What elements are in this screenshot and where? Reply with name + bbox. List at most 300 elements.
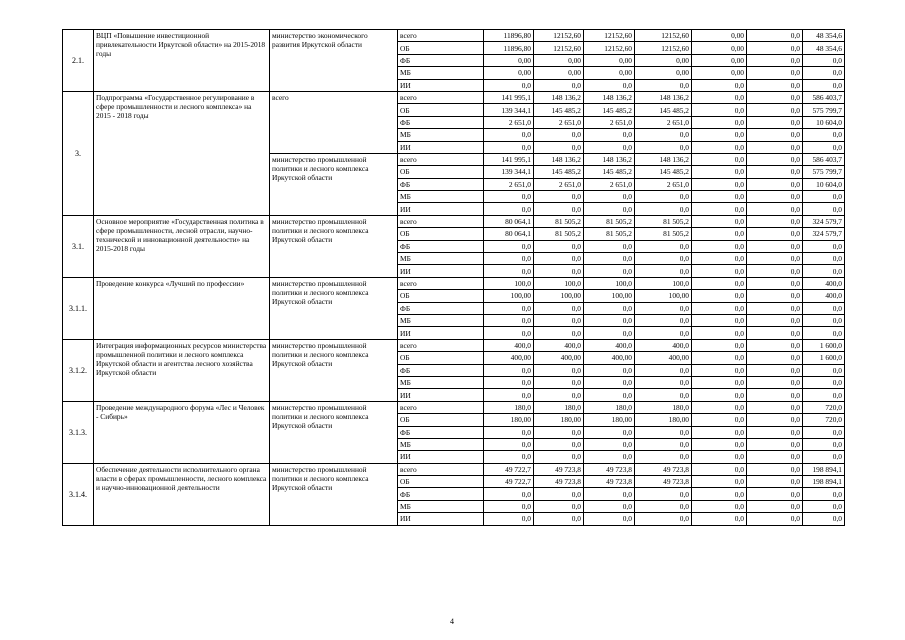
amount-cell: 0,0	[747, 426, 803, 438]
amount-cell: 0,0	[635, 426, 692, 438]
amount-cell: 49 723,8	[584, 476, 635, 488]
amount-cell: 0,00	[692, 54, 747, 66]
amount-cell: 148 136,2	[534, 153, 584, 165]
funding-source: всего	[398, 30, 484, 42]
amount-cell: 2 651,0	[635, 178, 692, 190]
amount-cell: 0,0	[803, 451, 845, 463]
amount-cell: 0,0	[747, 302, 803, 314]
amount-cell: 0,0	[692, 352, 747, 364]
amount-cell: 0,0	[484, 327, 534, 339]
amount-cell: 0,0	[692, 79, 747, 91]
amount-cell: 145 485,2	[534, 104, 584, 116]
amount-cell: 0,0	[692, 228, 747, 240]
amount-cell: 0,0	[747, 116, 803, 128]
amount-cell: 0,0	[534, 451, 584, 463]
table-row	[63, 30, 845, 42]
amount-cell: 0,0	[635, 314, 692, 326]
amount-cell: 0,0	[692, 290, 747, 302]
executor-name: всего	[270, 91, 398, 153]
funding-source: ФБ	[398, 364, 484, 376]
amount-cell: 0,0	[584, 191, 635, 203]
amount-cell: 145 485,2	[635, 166, 692, 178]
amount-cell: 0,0	[484, 513, 534, 525]
amount-cell: 400,0	[803, 277, 845, 289]
amount-cell: 0,0	[692, 141, 747, 153]
amount-cell: 0,0	[692, 302, 747, 314]
funding-source: МБ	[398, 376, 484, 388]
amount-cell: 48 354,6	[803, 30, 845, 42]
amount-cell: 180,0	[484, 401, 534, 413]
amount-cell: 12152,60	[584, 42, 635, 54]
amount-cell: 0,0	[747, 54, 803, 66]
amount-cell: 0,0	[803, 54, 845, 66]
item-name: Подпрограмма «Государственное регулирование в сфере промышленности и лесного комплекса» на 2015 - 2018 годы	[94, 91, 270, 215]
funding-source: ФБ	[398, 54, 484, 66]
amount-cell: 0,0	[692, 203, 747, 215]
item-name: Проведение конкурса «Лучший по профессии»	[94, 277, 270, 339]
amount-cell: 0,0	[747, 228, 803, 240]
amount-cell: 141 995,1	[484, 153, 534, 165]
amount-cell: 0,0	[692, 438, 747, 450]
amount-cell: 0,0	[747, 104, 803, 116]
funding-source: МБ	[398, 129, 484, 141]
funding-source: МБ	[398, 253, 484, 265]
amount-cell: 0,0	[534, 488, 584, 500]
amount-cell: 0,0	[584, 500, 635, 512]
amount-cell: 0,0	[692, 488, 747, 500]
amount-cell: 0,0	[692, 476, 747, 488]
amount-cell: 180,00	[635, 414, 692, 426]
amount-cell: 0,0	[747, 253, 803, 265]
amount-cell: 0,0	[635, 376, 692, 388]
amount-cell: 141 995,1	[484, 91, 534, 103]
amount-cell: 0,0	[584, 203, 635, 215]
amount-cell: 720,0	[803, 414, 845, 426]
amount-cell: 0,00	[484, 67, 534, 79]
amount-cell: 80 064,1	[484, 215, 534, 227]
funding-source: ИИ	[398, 79, 484, 91]
funding-source: ФБ	[398, 178, 484, 190]
amount-cell: 0,0	[692, 414, 747, 426]
amount-cell: 0,0	[747, 153, 803, 165]
funding-source: ОБ	[398, 352, 484, 364]
amount-cell: 0,0	[584, 314, 635, 326]
amount-cell: 180,00	[584, 414, 635, 426]
table-row	[63, 339, 845, 351]
amount-cell: 0,0	[747, 314, 803, 326]
amount-cell: 0,0	[692, 426, 747, 438]
amount-cell: 0,0	[747, 178, 803, 190]
amount-cell: 2 651,0	[534, 116, 584, 128]
amount-cell: 0,0	[803, 389, 845, 401]
amount-cell: 10 604,0	[803, 178, 845, 190]
funding-source: ОБ	[398, 42, 484, 54]
funding-source: МБ	[398, 67, 484, 79]
amount-cell: 0,0	[747, 203, 803, 215]
item-code: 3.1.4.	[63, 463, 94, 525]
amount-cell: 0,0	[534, 500, 584, 512]
amount-cell: 49 723,8	[635, 476, 692, 488]
amount-cell: 0,0	[803, 240, 845, 252]
amount-cell: 139 344,1	[484, 104, 534, 116]
amount-cell: 0,0	[692, 451, 747, 463]
amount-cell: 0,0	[635, 364, 692, 376]
amount-cell: 0,0	[584, 141, 635, 153]
funding-source: ФБ	[398, 488, 484, 500]
amount-cell: 148 136,2	[534, 91, 584, 103]
amount-cell: 0,0	[803, 364, 845, 376]
amount-cell: 0,0	[534, 327, 584, 339]
amount-cell: 0,0	[692, 277, 747, 289]
amount-cell: 0,0	[692, 513, 747, 525]
item-name: Интеграция информационных ресурсов министерства промышленной политики и лесного комплекса Иркутской области и агентства лесного хозяйства Иркутской области	[94, 339, 270, 401]
amount-cell: 0,0	[584, 513, 635, 525]
amount-cell: 400,00	[484, 352, 534, 364]
item-name: Обеспечение деятельности исполнительного органа власти в сферах промышленности, лесного комплекса и научно-инновационной деятельности	[94, 463, 270, 525]
amount-cell: 12152,60	[635, 42, 692, 54]
amount-cell: 0,0	[803, 327, 845, 339]
amount-cell: 0,0	[692, 166, 747, 178]
amount-cell: 0,0	[635, 488, 692, 500]
amount-cell: 0,0	[747, 327, 803, 339]
funding-source: ОБ	[398, 104, 484, 116]
amount-cell: 11896,80	[484, 30, 534, 42]
amount-cell: 0,0	[484, 389, 534, 401]
amount-cell: 0,0	[692, 129, 747, 141]
amount-cell: 0,0	[692, 215, 747, 227]
table-row	[63, 91, 845, 103]
amount-cell: 0,0	[584, 302, 635, 314]
item-name: Проведение международного форума «Лес и Человек - Сибирь»	[94, 401, 270, 463]
amount-cell: 0,00	[635, 67, 692, 79]
amount-cell: 0,0	[803, 141, 845, 153]
funding-source: ОБ	[398, 476, 484, 488]
amount-cell: 0,0	[584, 265, 635, 277]
amount-cell: 0,0	[747, 389, 803, 401]
amount-cell: 0,0	[584, 79, 635, 91]
amount-cell: 0,0	[534, 426, 584, 438]
amount-cell: 0,0	[747, 30, 803, 42]
amount-cell: 0,0	[747, 463, 803, 475]
amount-cell: 12152,60	[534, 42, 584, 54]
executor-name: министерство промышленной политики и лесного комплекса Иркутской области	[270, 153, 398, 215]
amount-cell: 0,0	[534, 240, 584, 252]
amount-cell: 2 651,0	[584, 116, 635, 128]
amount-cell: 0,0	[484, 79, 534, 91]
amount-cell: 0,0	[747, 376, 803, 388]
funding-source: ИИ	[398, 513, 484, 525]
amount-cell: 0,0	[534, 265, 584, 277]
amount-cell: 0,0	[692, 339, 747, 351]
amount-cell: 0,0	[584, 451, 635, 463]
amount-cell: 1 600,0	[803, 339, 845, 351]
funding-source: всего	[398, 339, 484, 351]
amount-cell: 400,00	[584, 352, 635, 364]
executor-name: министерство промышленной политики и лесного комплекса Иркутской области	[270, 277, 398, 339]
amount-cell: 0,0	[692, 364, 747, 376]
funding-source: ИИ	[398, 451, 484, 463]
amount-cell: 0,0	[584, 327, 635, 339]
funding-source: ОБ	[398, 166, 484, 178]
amount-cell: 0,00	[692, 30, 747, 42]
amount-cell: 2 651,0	[484, 178, 534, 190]
amount-cell: 0,0	[484, 141, 534, 153]
page-number: 4	[450, 617, 454, 626]
amount-cell: 0,0	[484, 364, 534, 376]
amount-cell: 400,00	[534, 352, 584, 364]
amount-cell: 180,0	[534, 401, 584, 413]
amount-cell: 145 485,2	[584, 104, 635, 116]
amount-cell: 0,0	[584, 129, 635, 141]
amount-cell: 0,0	[484, 376, 534, 388]
amount-cell: 0,0	[803, 513, 845, 525]
amount-cell: 0,0	[747, 438, 803, 450]
amount-cell: 0,00	[534, 67, 584, 79]
amount-cell: 100,0	[484, 277, 534, 289]
amount-cell: 0,0	[534, 141, 584, 153]
amount-cell: 0,0	[484, 314, 534, 326]
amount-cell: 100,00	[584, 290, 635, 302]
amount-cell: 198 894,1	[803, 463, 845, 475]
amount-cell: 0,0	[635, 500, 692, 512]
amount-cell: 0,0	[803, 79, 845, 91]
amount-cell: 0,0	[584, 389, 635, 401]
amount-cell: 145 485,2	[534, 166, 584, 178]
amount-cell: 0,0	[803, 376, 845, 388]
amount-cell: 0,0	[803, 253, 845, 265]
amount-cell: 81 505,2	[635, 215, 692, 227]
item-code: 3.1.1.	[63, 277, 94, 339]
amount-cell: 0,0	[692, 91, 747, 103]
amount-cell: 0,0	[803, 438, 845, 450]
amount-cell: 148 136,2	[584, 91, 635, 103]
amount-cell: 1 600,0	[803, 352, 845, 364]
amount-cell: 0,0	[747, 141, 803, 153]
funding-source: ФБ	[398, 302, 484, 314]
amount-cell: 0,0	[635, 327, 692, 339]
amount-cell: 0,0	[692, 389, 747, 401]
amount-cell: 0,0	[747, 414, 803, 426]
amount-cell: 0,0	[534, 364, 584, 376]
amount-cell: 0,0	[534, 376, 584, 388]
amount-cell: 0,0	[747, 129, 803, 141]
amount-cell: 0,0	[747, 339, 803, 351]
amount-cell: 0,00	[692, 67, 747, 79]
amount-cell: 0,0	[747, 42, 803, 54]
amount-cell: 0,0	[635, 141, 692, 153]
item-code: 3.	[63, 91, 94, 215]
amount-cell: 0,0	[692, 327, 747, 339]
amount-cell: 100,0	[584, 277, 635, 289]
amount-cell: 81 505,2	[534, 215, 584, 227]
funding-source: ИИ	[398, 389, 484, 401]
amount-cell: 180,00	[484, 414, 534, 426]
funding-source: ИИ	[398, 203, 484, 215]
funding-source: всего	[398, 401, 484, 413]
amount-cell: 148 136,2	[635, 91, 692, 103]
amount-cell: 198 894,1	[803, 476, 845, 488]
amount-cell: 0,0	[534, 302, 584, 314]
amount-cell: 0,0	[534, 203, 584, 215]
amount-cell: 0,0	[484, 265, 534, 277]
amount-cell: 0,0	[747, 352, 803, 364]
amount-cell: 0,0	[484, 302, 534, 314]
item-code: 3.1.	[63, 215, 94, 277]
amount-cell: 0,0	[484, 253, 534, 265]
amount-cell: 2 651,0	[584, 178, 635, 190]
amount-cell: 0,0	[692, 178, 747, 190]
amount-cell: 0,0	[692, 463, 747, 475]
amount-cell: 11896,80	[484, 42, 534, 54]
amount-cell: 100,00	[534, 290, 584, 302]
amount-cell: 148 136,2	[635, 153, 692, 165]
amount-cell: 0,0	[803, 488, 845, 500]
amount-cell: 400,0	[534, 339, 584, 351]
amount-cell: 81 505,2	[584, 215, 635, 227]
amount-cell: 0,0	[534, 389, 584, 401]
amount-cell: 0,0	[803, 426, 845, 438]
amount-cell: 0,0	[747, 91, 803, 103]
amount-cell: 0,0	[534, 314, 584, 326]
amount-cell: 0,0	[747, 277, 803, 289]
amount-cell: 0,0	[747, 265, 803, 277]
amount-cell: 0,0	[534, 438, 584, 450]
amount-cell: 0,0	[803, 500, 845, 512]
amount-cell: 0,0	[484, 240, 534, 252]
amount-cell: 0,0	[584, 438, 635, 450]
funding-source: ФБ	[398, 240, 484, 252]
amount-cell: 49 722,7	[484, 476, 534, 488]
amount-cell: 0,0	[803, 191, 845, 203]
amount-cell: 720,0	[803, 401, 845, 413]
amount-cell: 0,0	[692, 314, 747, 326]
amount-cell: 0,0	[635, 438, 692, 450]
amount-cell: 0,0	[635, 302, 692, 314]
table-row	[63, 463, 845, 475]
amount-cell: 0,0	[584, 253, 635, 265]
amount-cell: 0,0	[584, 364, 635, 376]
amount-cell: 400,00	[635, 352, 692, 364]
amount-cell: 49 723,8	[584, 463, 635, 475]
funding-source: ФБ	[398, 426, 484, 438]
amount-cell: 0,0	[635, 240, 692, 252]
amount-cell: 0,0	[484, 451, 534, 463]
amount-cell: 0,0	[803, 302, 845, 314]
amount-cell: 49 722,7	[484, 463, 534, 475]
amount-cell: 400,0	[484, 339, 534, 351]
amount-cell: 0,0	[584, 240, 635, 252]
amount-cell: 0,0	[803, 314, 845, 326]
amount-cell: 0,00	[692, 42, 747, 54]
amount-cell: 0,00	[584, 67, 635, 79]
amount-cell: 400,0	[635, 339, 692, 351]
amount-cell: 10 604,0	[803, 116, 845, 128]
amount-cell: 145 485,2	[584, 166, 635, 178]
amount-cell: 0,0	[584, 488, 635, 500]
amount-cell: 81 505,2	[584, 228, 635, 240]
amount-cell: 0,0	[534, 253, 584, 265]
amount-cell: 0,0	[484, 488, 534, 500]
funding-source: ОБ	[398, 414, 484, 426]
budget-table	[62, 29, 845, 526]
amount-cell: 324 579,7	[803, 228, 845, 240]
amount-cell: 0,0	[692, 153, 747, 165]
amount-cell: 0,0	[803, 265, 845, 277]
amount-cell: 324 579,7	[803, 215, 845, 227]
amount-cell: 0,0	[692, 376, 747, 388]
funding-source: всего	[398, 215, 484, 227]
funding-source: всего	[398, 153, 484, 165]
amount-cell: 12152,60	[635, 30, 692, 42]
funding-source: МБ	[398, 438, 484, 450]
amount-cell: 0,0	[635, 79, 692, 91]
amount-cell: 0,0	[692, 265, 747, 277]
amount-cell: 0,0	[635, 389, 692, 401]
amount-cell: 0,0	[534, 79, 584, 91]
amount-cell: 0,0	[635, 451, 692, 463]
amount-cell: 48 354,6	[803, 42, 845, 54]
item-code: 3.1.2.	[63, 339, 94, 401]
amount-cell: 0,0	[747, 488, 803, 500]
amount-cell: 586 403,7	[803, 153, 845, 165]
amount-cell: 100,00	[635, 290, 692, 302]
item-code: 2.1.	[63, 30, 94, 92]
amount-cell: 0,0	[635, 203, 692, 215]
amount-cell: 0,0	[635, 191, 692, 203]
amount-cell: 0,0	[803, 129, 845, 141]
amount-cell: 0,0	[747, 401, 803, 413]
budget-table-body	[63, 30, 845, 526]
amount-cell: 0,0	[635, 513, 692, 525]
amount-cell: 0,0	[484, 426, 534, 438]
amount-cell: 0,00	[484, 54, 534, 66]
amount-cell: 2 651,0	[534, 178, 584, 190]
amount-cell: 0,0	[584, 426, 635, 438]
amount-cell: 0,0	[635, 265, 692, 277]
amount-cell: 81 505,2	[534, 228, 584, 240]
funding-source: МБ	[398, 191, 484, 203]
item-name: ВЦП «Повышение инвестиционной привлекательности Иркутской области» на 2015-2018 годы	[94, 30, 270, 92]
executor-name: министерство промышленной политики и лесного комплекса Иркутской области	[270, 401, 398, 463]
amount-cell: 0,0	[747, 240, 803, 252]
amount-cell: 148 136,2	[584, 153, 635, 165]
amount-cell: 0,0	[747, 451, 803, 463]
funding-source: ОБ	[398, 228, 484, 240]
table-row	[63, 215, 845, 227]
funding-source: МБ	[398, 314, 484, 326]
amount-cell: 0,0	[692, 253, 747, 265]
amount-cell: 0,0	[635, 129, 692, 141]
amount-cell: 0,0	[747, 290, 803, 302]
amount-cell: 81 505,2	[635, 228, 692, 240]
amount-cell: 100,00	[484, 290, 534, 302]
amount-cell: 0,0	[747, 79, 803, 91]
amount-cell: 0,0	[484, 438, 534, 450]
amount-cell: 49 723,8	[635, 463, 692, 475]
amount-cell: 139 344,1	[484, 166, 534, 178]
amount-cell: 80 064,1	[484, 228, 534, 240]
amount-cell: 400,0	[803, 290, 845, 302]
amount-cell: 0,0	[803, 203, 845, 215]
amount-cell: 2 651,0	[635, 116, 692, 128]
funding-source: ФБ	[398, 116, 484, 128]
amount-cell: 0,0	[803, 67, 845, 79]
amount-cell: 0,0	[484, 129, 534, 141]
amount-cell: 0,00	[534, 54, 584, 66]
amount-cell: 0,0	[747, 215, 803, 227]
amount-cell: 0,0	[747, 513, 803, 525]
executor-name: министерство промышленной политики и лесного комплекса Иркутской области	[270, 215, 398, 277]
